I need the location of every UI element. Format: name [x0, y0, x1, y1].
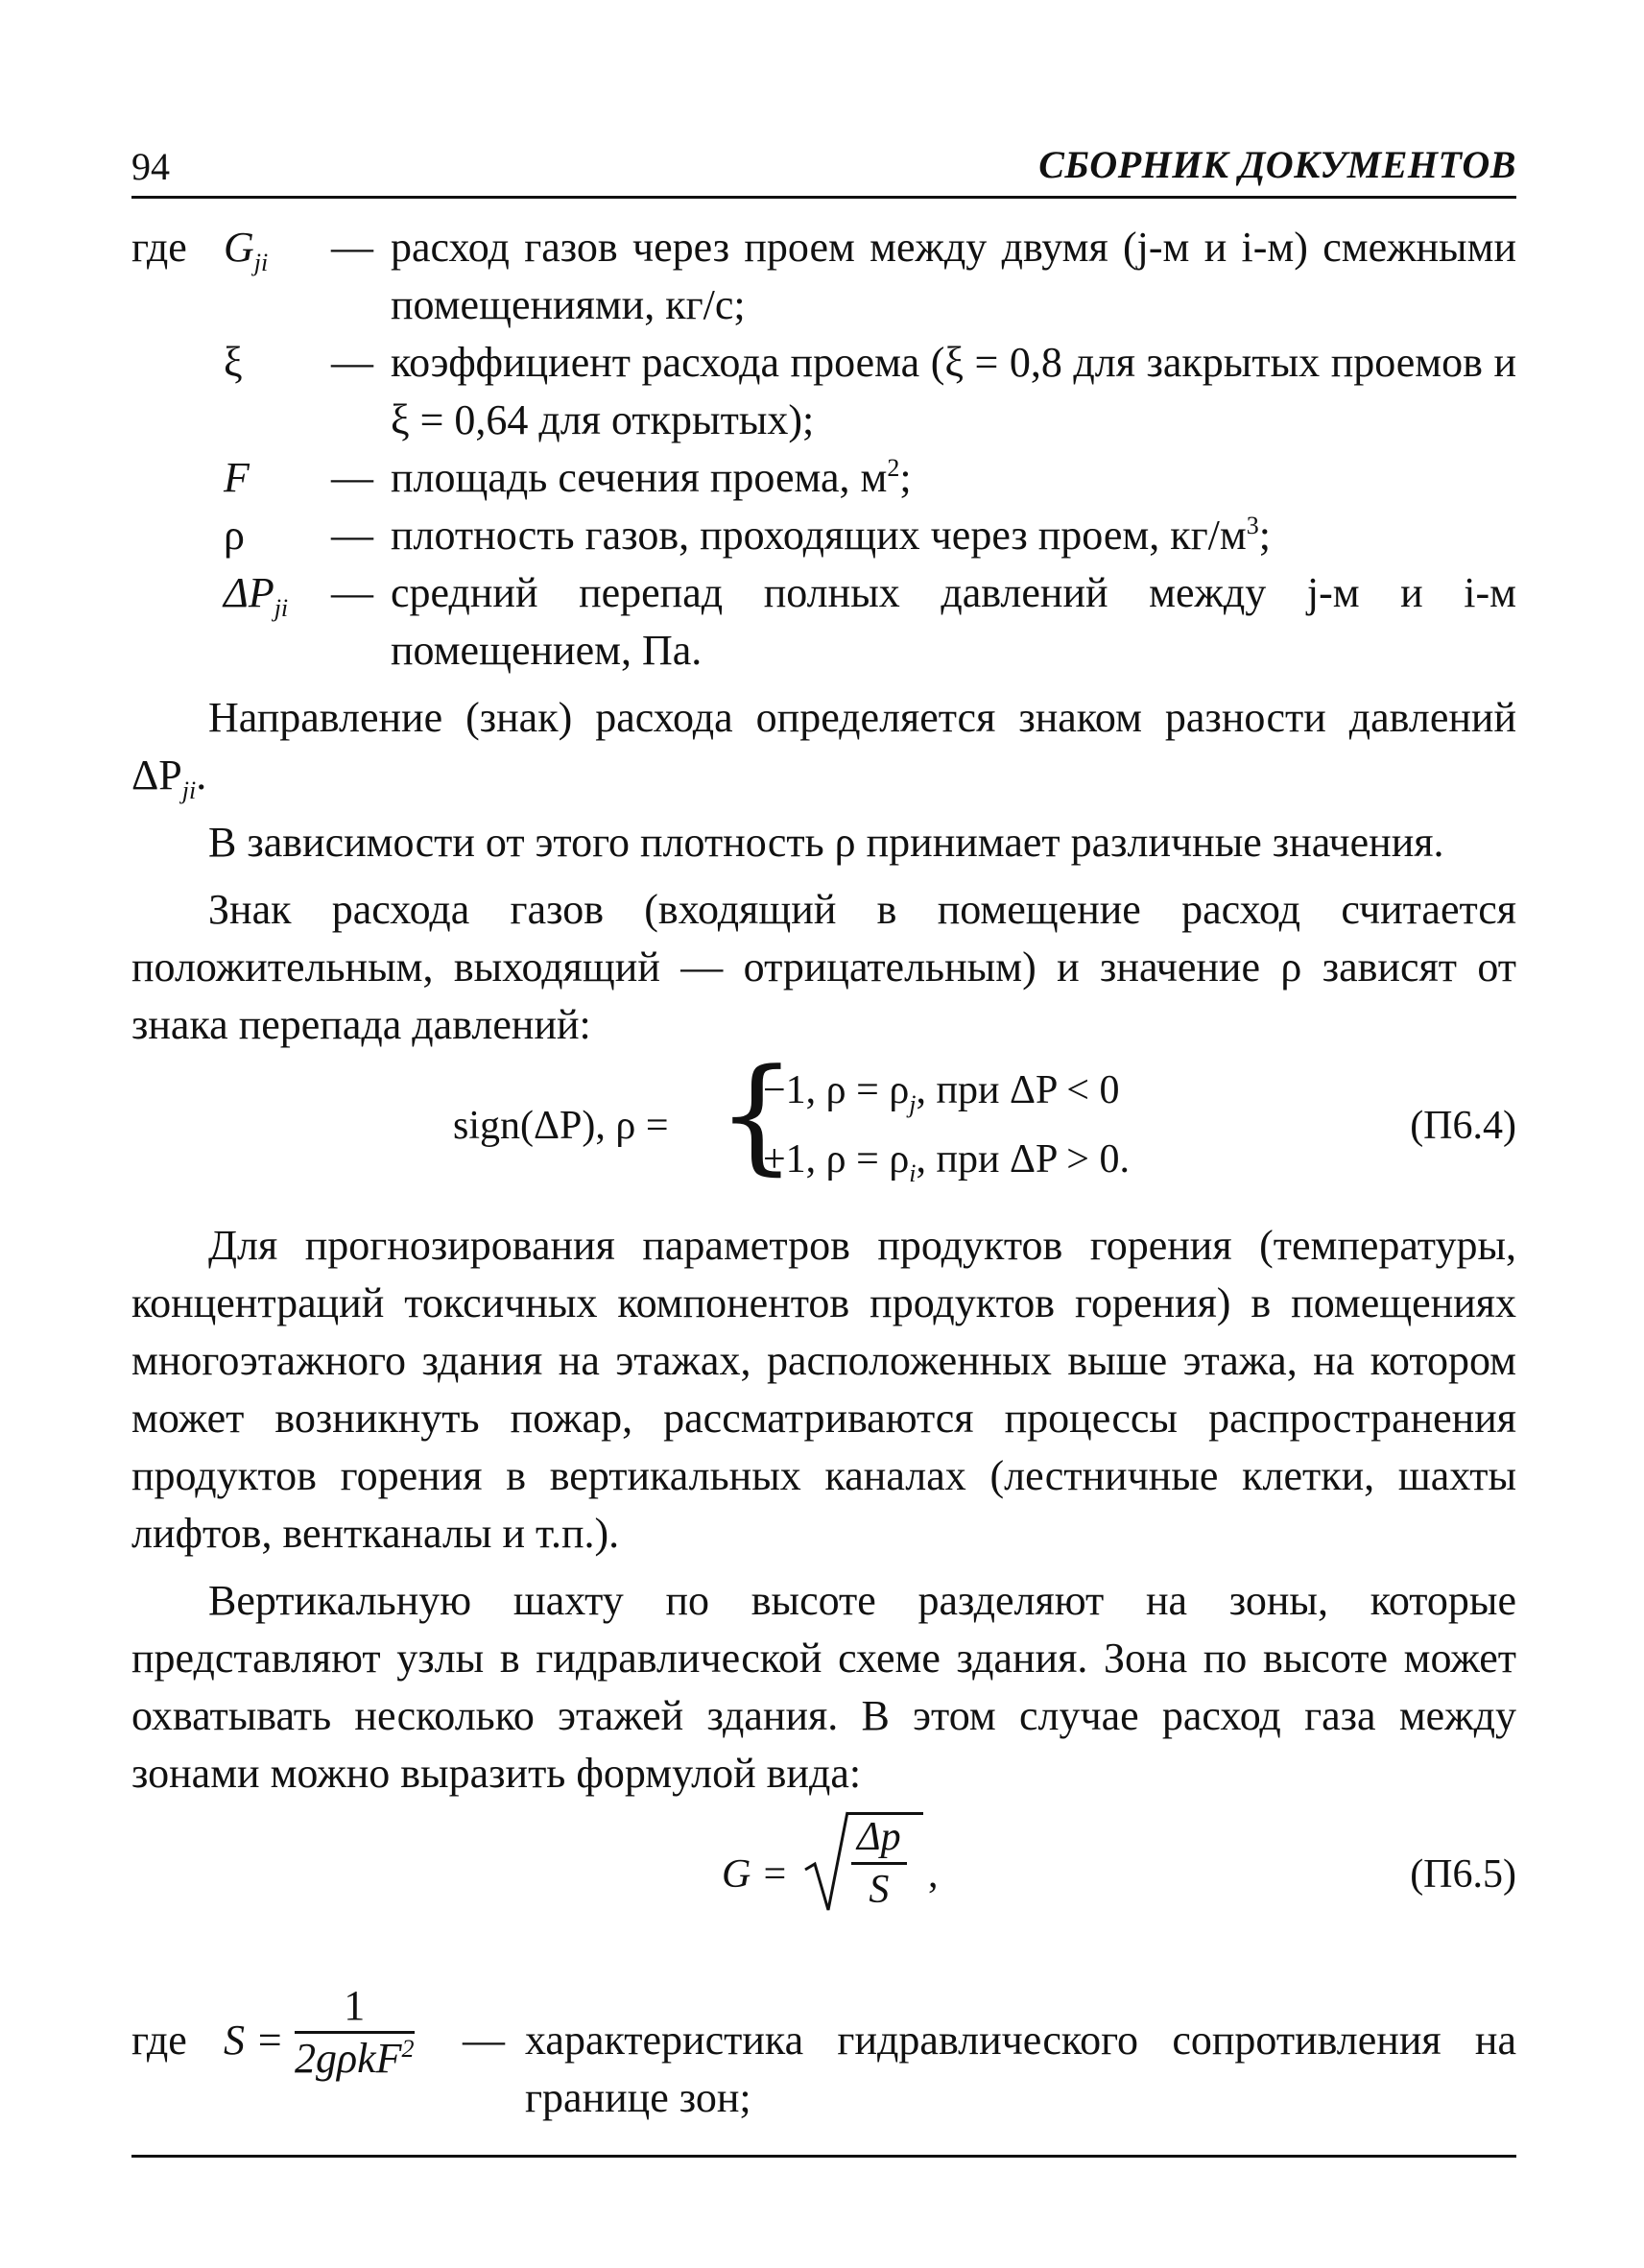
definition-text: площадь сечения проема, $м^2$;	[391, 454, 912, 501]
definition-text: коэффициент расхода проема (ξ = 0,8 для закрытых проемов и ξ = 0,64 для открытых);	[391, 339, 1516, 443]
page-body	[131, 219, 1516, 2121]
equation-lhs: sign(ΔP), ρ =	[453, 1104, 669, 1148]
definition-text: средний перепад полных давлений между j-м и i-м помещением, Па.	[391, 569, 1516, 674]
definition-dash: —	[331, 512, 373, 559]
header-rule	[131, 196, 1516, 199]
definition-symbol: $G_{ji}$	[224, 224, 269, 276]
definition-item	[131, 219, 1516, 334]
definition-lead: где	[131, 2017, 187, 2064]
equation-tail: ,	[928, 1852, 939, 1897]
paragraph: Вертикальную шахту по высоте разделяют на зоны, которые представляют узлы в гидравлической схеме здания. Зона по высоте может охватывать несколько этажей здания. В этом случае расход газа между зонами можно выразить формулой вида:	[131, 1577, 1516, 1797]
definition-list	[131, 219, 1516, 680]
definition-symbol: ξ	[224, 339, 243, 386]
paragraph: В зависимости от этого плотность ρ принимает различные значения.	[208, 819, 1444, 866]
paragraph: Знак расхода газов (входящий в помещение расход считается положительным, выходящий — отрицательным) и значение ρ зависят от знака перепада давлений:	[131, 886, 1516, 1048]
paragraph: Направление (знак) расхода определяется знаком разности давлений $\Delta P_{ji}$.	[131, 694, 1516, 804]
definition-symbol: F	[224, 454, 250, 501]
definition-dash: —	[331, 454, 373, 501]
definition-symbol: $\Delta P_{ji}$	[224, 569, 289, 622]
fraction: 1 2gρkF$^2$	[295, 1982, 415, 2082]
equation-case-1: −1, $\rho = \rho_j$, при ΔP < 0	[763, 1068, 1120, 1118]
definition-lead: где	[131, 224, 187, 271]
definition-item	[131, 507, 1516, 564]
page-number: 94	[131, 145, 170, 188]
equation-case-2: +1, $\rho = \rho_i$, при ΔP > 0.	[763, 1137, 1130, 1187]
definition-dash: —	[331, 224, 373, 271]
final-definition	[131, 1964, 1516, 2121]
sqrt-symbol	[803, 1810, 851, 1916]
definition-text: расход газов через проем между двумя (j-м и i-м) смежными помещениями, кг/с;	[391, 224, 1516, 328]
equation-lhs: S =	[224, 2017, 284, 2064]
fraction: $\frac{\Delta p}{S}$	[851, 1812, 907, 1915]
definition-item	[131, 449, 1516, 507]
brace-symbol: {	[717, 1041, 797, 1187]
definition-item	[131, 564, 1516, 680]
equation-p6-5	[131, 1802, 1516, 1946]
equation-p6-4	[131, 1041, 1516, 1198]
definition-symbol: ρ	[224, 512, 245, 559]
definition-dash: —	[331, 339, 373, 386]
definition-text: плотность газов, проходящих через проем, $кг/м^3$;	[391, 512, 1271, 559]
equation-label: (П6.5)	[1410, 1852, 1516, 1897]
definition-dash: —	[331, 569, 373, 616]
definition-dash: —	[463, 2017, 505, 2064]
footer-rule	[131, 2155, 1516, 2158]
equation-label: (П6.4)	[1410, 1104, 1516, 1148]
running-head: СБОРНИК ДОКУМЕНТОВ	[1038, 143, 1516, 186]
paragraph: Для прогнозирования параметров продуктов горения (температуры, концентраций токсичных компонентов продуктов горения) в помещениях многоэтажного здания на этажах, расположенных выше этажа, на котором может возникнуть пожар, рассматриваются процессы распространения продуктов горения в вертикальных каналах (лестничные клетки, шахты лифтов, вентканалы и т.п.).	[131, 1222, 1516, 1557]
definition-text: характеристика гидравлического сопротивления на границе зон;	[525, 2017, 1516, 2121]
equation-lhs: G =	[722, 1852, 789, 1897]
definition-item	[131, 334, 1516, 449]
